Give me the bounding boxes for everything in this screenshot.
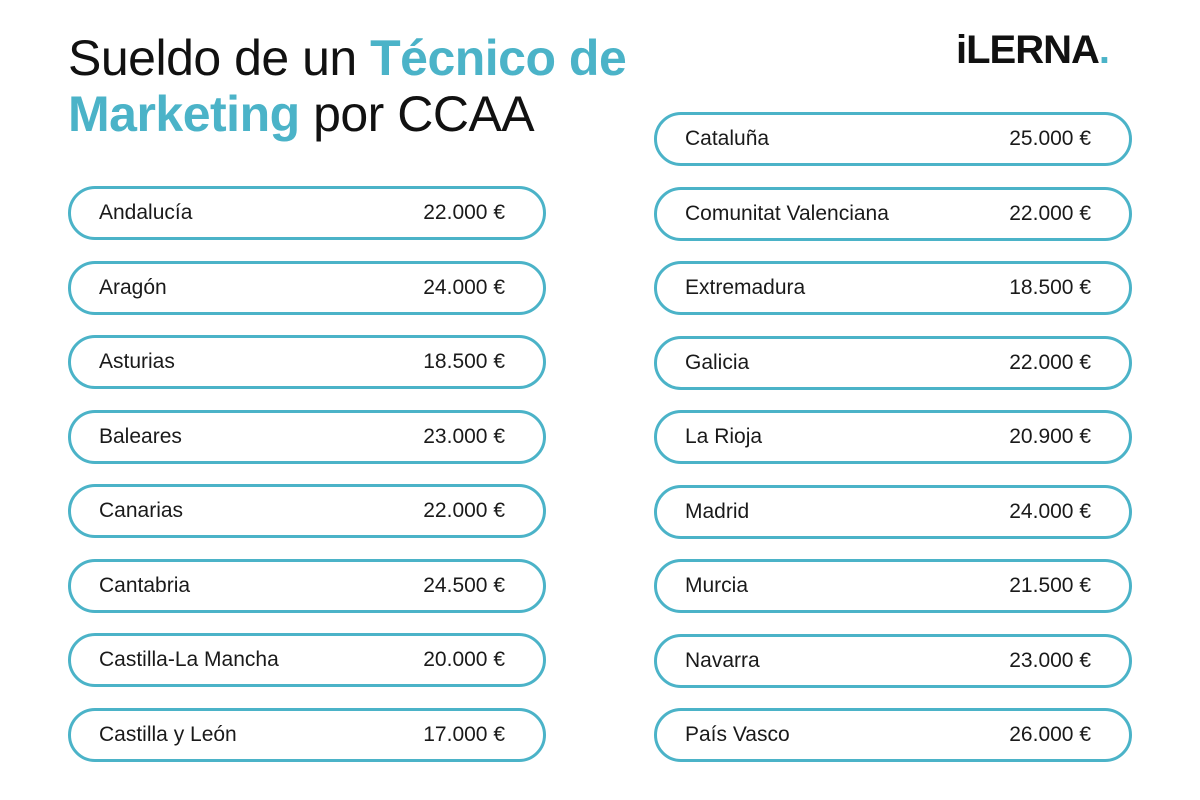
region-name: Canarias	[99, 499, 184, 522]
salary-value: 26.000 €	[1009, 723, 1091, 746]
salary-row	[68, 335, 546, 389]
salary-value: 18.500 €	[1009, 276, 1091, 299]
salary-row	[68, 559, 546, 613]
salary-list-left	[68, 186, 546, 782]
salary-value: 24.500 €	[423, 573, 505, 597]
salary-value: 23.000 €	[1009, 648, 1091, 672]
region-name: Castilla y León	[99, 722, 237, 746]
region-name: Comunitat Valenciana	[685, 201, 889, 225]
page-title	[68, 30, 626, 142]
salary-row	[68, 261, 546, 315]
region-name: País Vasco	[685, 723, 790, 746]
region-name: Castilla-La Mancha	[99, 648, 279, 671]
region-name: La Rioja	[685, 425, 763, 448]
title-text: por CCAA	[299, 86, 535, 142]
salary-row	[68, 186, 546, 240]
salary-row	[68, 484, 546, 538]
region-name: Navarra	[685, 648, 760, 672]
salary-value: 20.000 €	[423, 648, 505, 671]
salary-value: 24.000 €	[423, 275, 505, 299]
salary-row	[68, 410, 546, 464]
salary-value: 22.000 €	[1009, 350, 1091, 374]
title-text: Sueldo de un	[68, 30, 371, 86]
salary-row	[68, 708, 546, 762]
salary-row	[654, 112, 1132, 166]
salary-value: 22.000 €	[1009, 201, 1091, 225]
region-name: Extremadura	[685, 276, 806, 299]
salary-value: 20.900 €	[1009, 425, 1091, 448]
region-name: Murcia	[685, 574, 749, 597]
salary-row	[654, 485, 1132, 539]
salary-value: 25.000 €	[1009, 127, 1091, 150]
salary-value: 24.000 €	[1009, 499, 1091, 523]
salary-value: 22.000 €	[423, 499, 505, 522]
logo-dot: .	[1098, 28, 1110, 72]
salary-row	[654, 410, 1132, 464]
title-highlight: Marketing	[68, 86, 300, 142]
salary-row	[68, 633, 546, 687]
salary-value: 23.000 €	[423, 424, 505, 448]
salary-row	[654, 187, 1132, 241]
region-name: Galicia	[685, 350, 750, 374]
title-line-2	[68, 86, 626, 142]
region-name: Andalucía	[99, 201, 193, 224]
region-name: Cantabria	[99, 573, 191, 597]
title-line-1	[68, 30, 626, 86]
salary-value: 21.500 €	[1009, 574, 1091, 597]
salary-row	[654, 559, 1132, 613]
salary-list-right	[654, 112, 1132, 783]
region-name: Cataluña	[685, 127, 770, 150]
salary-value: 18.500 €	[423, 350, 505, 373]
salary-row	[654, 261, 1132, 315]
logo-text: iLERNA	[956, 28, 1099, 72]
ilerna-logo	[956, 28, 1109, 72]
region-name: Baleares	[99, 424, 182, 448]
salary-value: 22.000 €	[423, 201, 505, 224]
title-highlight: Técnico de	[370, 30, 627, 86]
region-name: Asturias	[99, 350, 175, 373]
region-name: Madrid	[685, 499, 750, 523]
salary-row	[654, 634, 1132, 688]
salary-row	[654, 708, 1132, 762]
salary-row	[654, 336, 1132, 390]
region-name: Aragón	[99, 275, 167, 299]
salary-value: 17.000 €	[423, 722, 505, 746]
